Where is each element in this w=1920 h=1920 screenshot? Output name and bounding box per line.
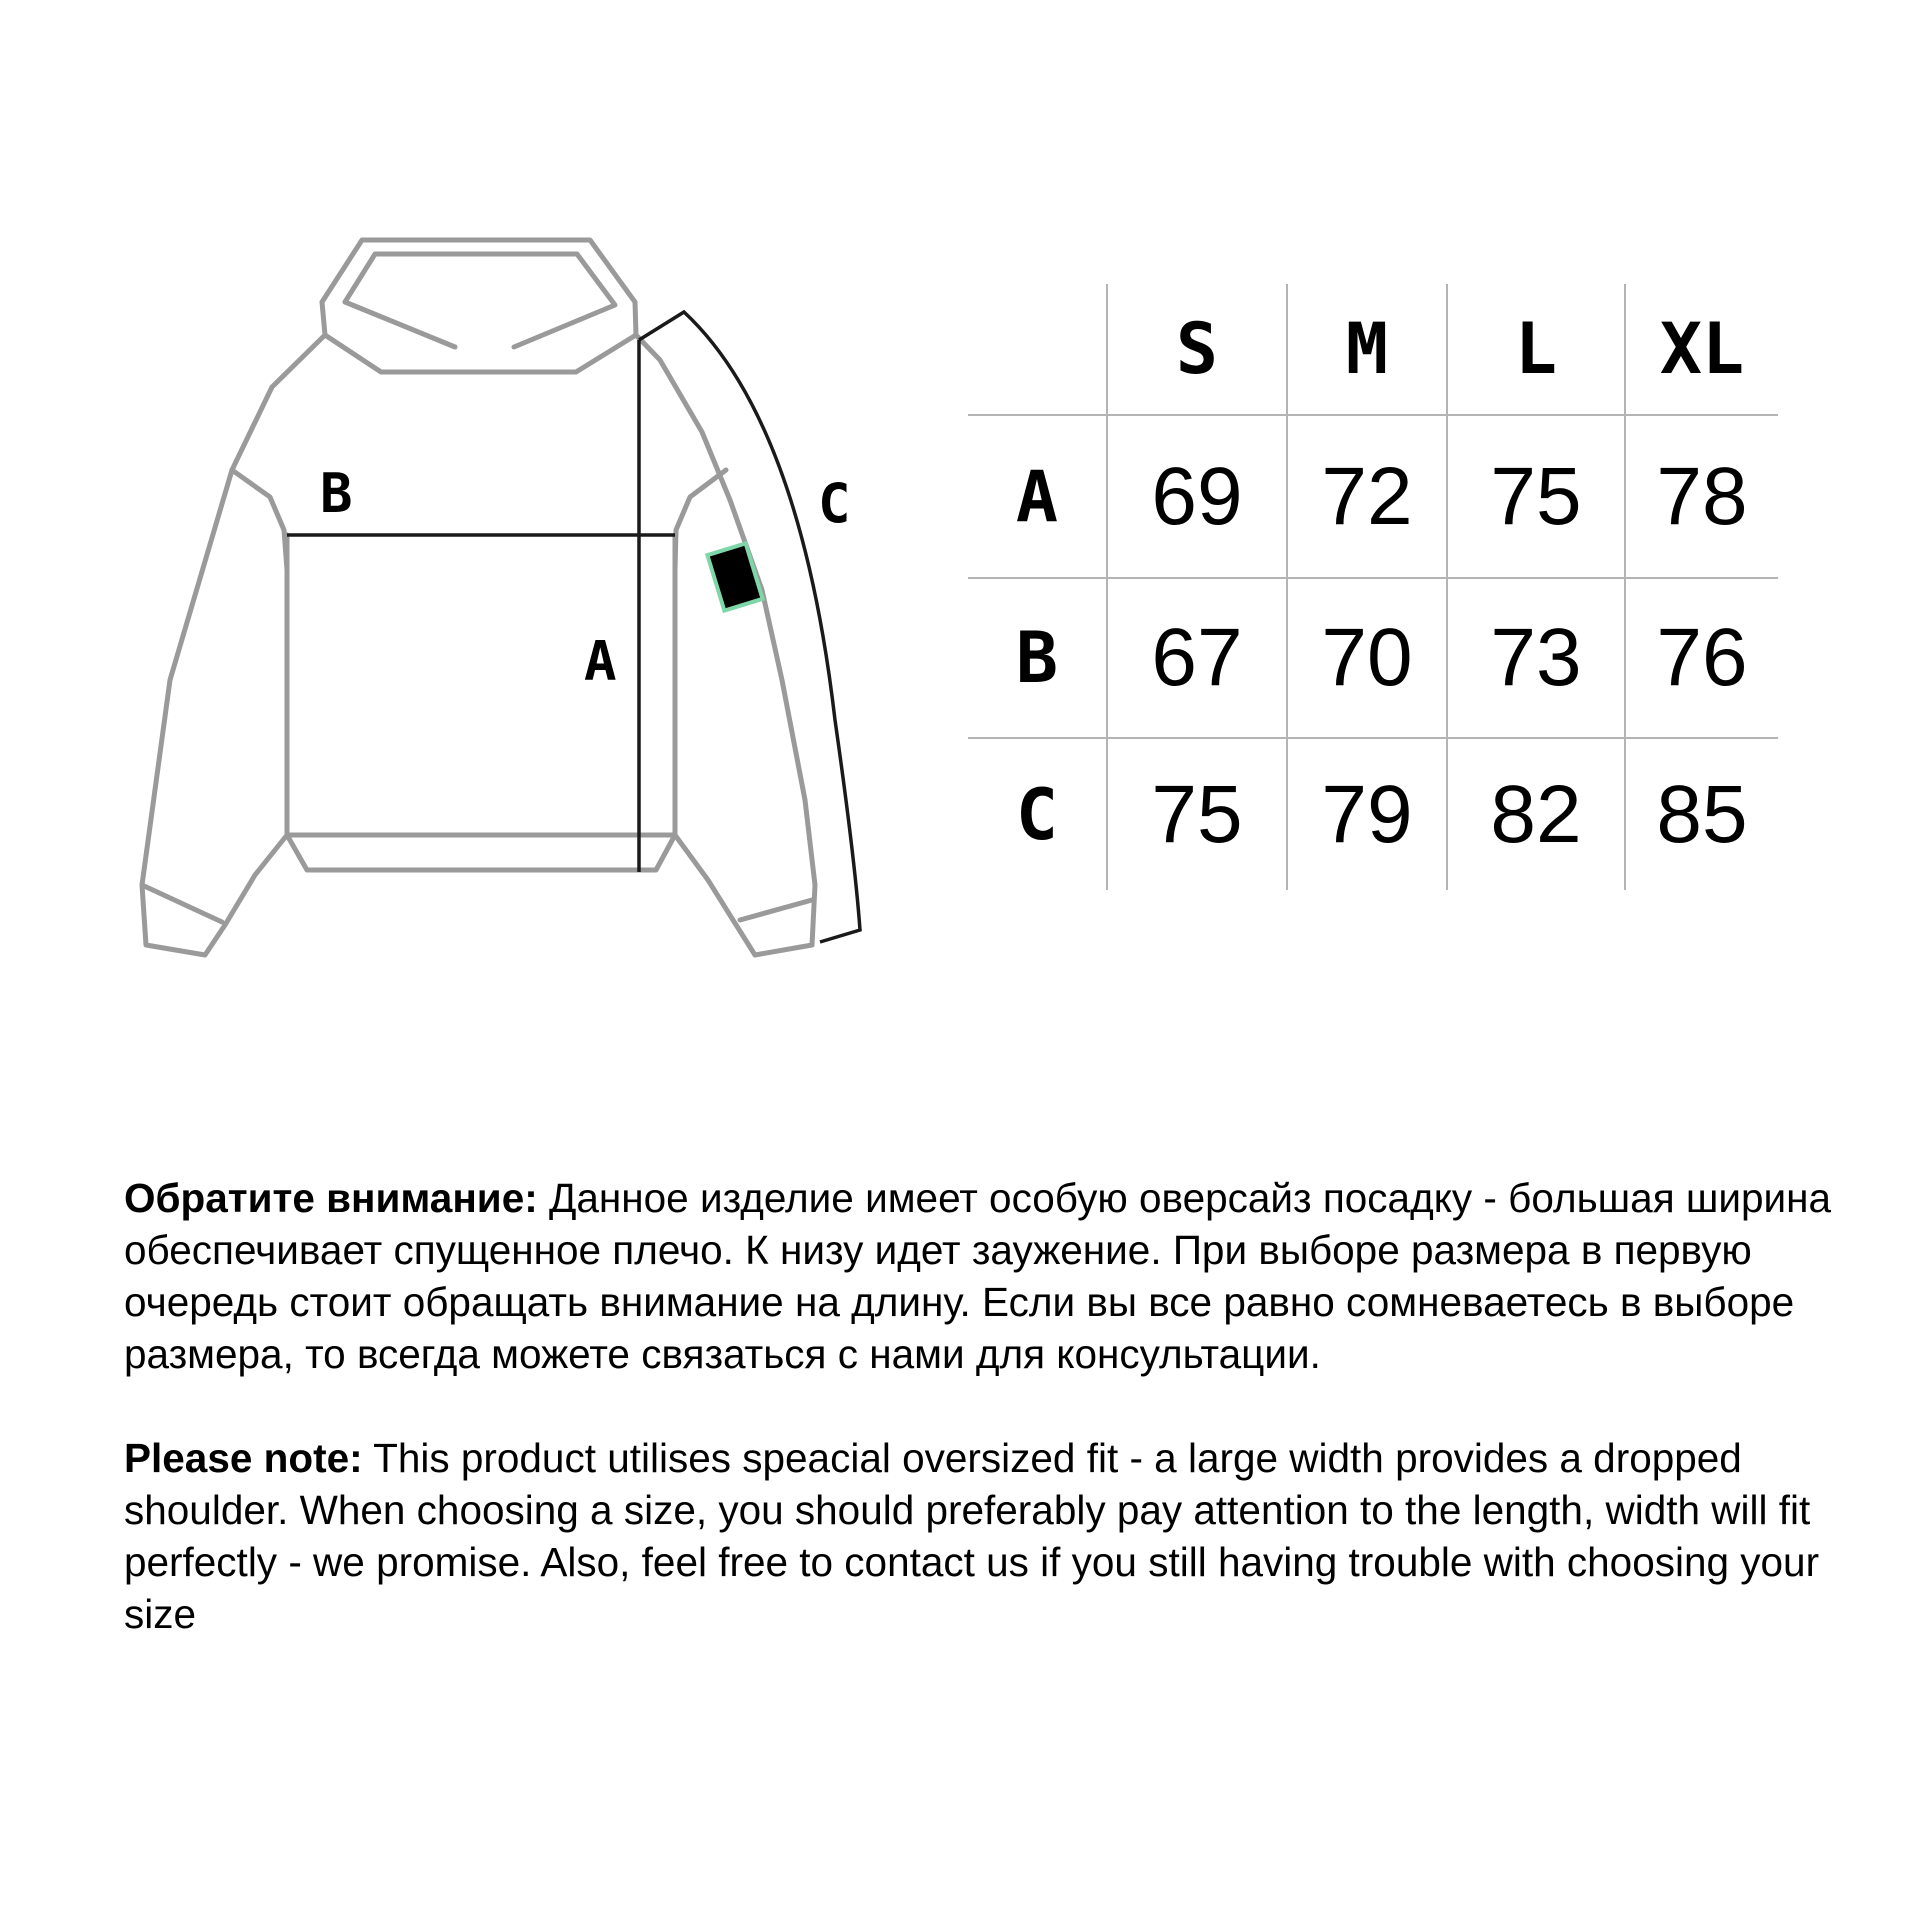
collar-outline <box>325 335 636 372</box>
diagram-label-a: A <box>584 630 617 693</box>
cell-a-m: 72 <box>1321 450 1413 542</box>
left-sleeve-outline <box>142 335 325 955</box>
size-header-l: L <box>1514 308 1558 390</box>
cell-c-xl: 85 <box>1656 768 1748 860</box>
cell-a-s: 69 <box>1151 450 1243 542</box>
note-ru <box>124 1172 1884 1380</box>
arm-patch <box>705 541 765 613</box>
body-outline <box>287 535 675 835</box>
note-en-text: This product utilises speacial oversized fit - a large width provides a dropped shoulder. When choosing a size, you should preferably pay attention to the length, width will fit perfectly - we promise. Also, feel free to contact us if you still having trouble with choosing your size <box>124 1435 1820 1637</box>
cell-b-l: 73 <box>1490 612 1582 703</box>
right-armhole <box>675 470 726 835</box>
size-header-xl: XL <box>1659 308 1745 390</box>
note-en-heading: Please note: <box>124 1435 363 1481</box>
note-ru-text: Данное изделие имеет особую оверсайз посадку - большая ширина обеспечивает спущенное плечо. К низу идет заужение. При выборе размера в первую очередь стоит обращать внимание на длину. Если вы все равно сомневаетесь в выборе размера, то всегда можете связаться с нами для консультации. <box>124 1175 1832 1377</box>
row-label-b: B <box>1015 617 1059 699</box>
hoodie-diagram <box>0 0 920 1000</box>
cell-a-xl: 78 <box>1656 450 1748 542</box>
diagram-label-b: B <box>320 462 353 525</box>
hood-opening-left <box>345 302 455 347</box>
note-ru-heading: Обратите внимание: <box>124 1175 538 1221</box>
left-armhole <box>232 470 287 835</box>
size-table <box>968 284 1778 890</box>
right-cuff <box>740 900 812 920</box>
cell-c-l: 82 <box>1490 768 1582 860</box>
cell-b-xl: 76 <box>1656 612 1748 703</box>
cell-b-s: 67 <box>1151 612 1243 703</box>
waistband <box>287 835 675 870</box>
cell-b-m: 70 <box>1321 612 1413 703</box>
cell-c-m: 79 <box>1321 768 1413 860</box>
row-label-a: A <box>1015 455 1059 538</box>
size-header-s: S <box>1175 308 1219 390</box>
row-label-c: C <box>1015 773 1059 856</box>
diagram-label-c: C <box>818 472 851 535</box>
fit-notes <box>124 1172 1884 1640</box>
left-cuff <box>142 885 222 922</box>
note-en <box>124 1432 1884 1640</box>
size-header-m: M <box>1345 308 1389 390</box>
cell-c-s: 75 <box>1151 768 1243 860</box>
measure-line-c <box>639 312 860 942</box>
hood-opening <box>345 254 615 347</box>
cell-a-l: 75 <box>1490 450 1582 542</box>
